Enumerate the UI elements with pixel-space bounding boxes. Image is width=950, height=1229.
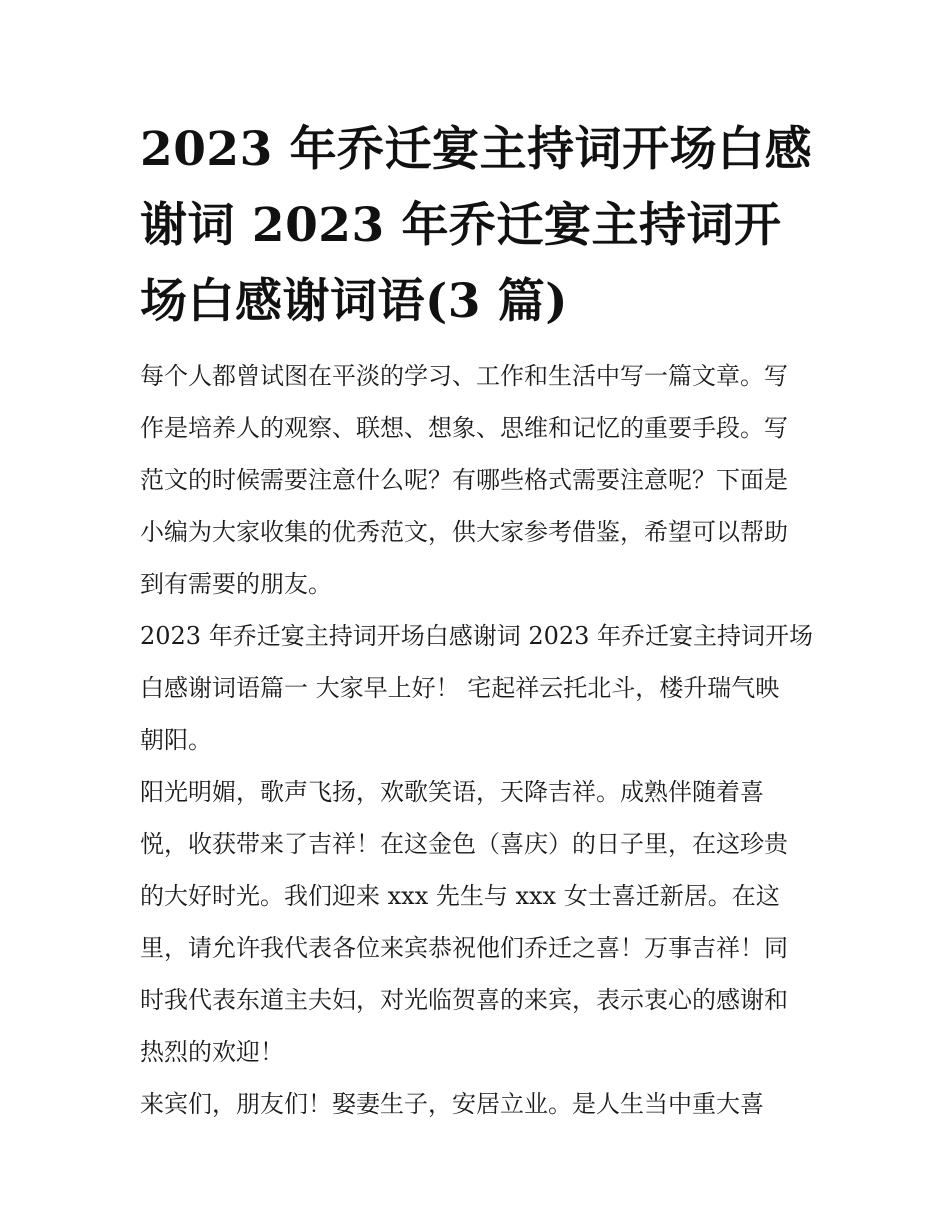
text-line: 悦，收获带来了吉祥！在这金色（喜庆）的日子里，在这珍贵 bbox=[140, 830, 788, 858]
text-line: 作是培养人的观察、联想、想象、思维和记忆的重要手段。写 bbox=[140, 414, 788, 442]
paragraph-welcome bbox=[140, 766, 812, 1078]
text-line: 2023 年乔迁宴主持词开场白感谢词 2023 年乔迁宴主持词开场 bbox=[140, 622, 814, 650]
text-line: 白感谢词语篇一 大家早上好！ 宅起祥云托北斗，楼升瑞气映 bbox=[140, 674, 780, 702]
text-line: 朝阳。 bbox=[140, 726, 212, 754]
text-line: 热烈的欢迎！ bbox=[140, 1038, 284, 1066]
text-line: 范文的时候需要注意什么呢？有哪些格式需要注意呢？下面是 bbox=[140, 466, 788, 494]
paragraph-guests bbox=[140, 1078, 812, 1130]
title-line: 2023 年乔迁宴主持词开场白感 bbox=[140, 122, 813, 177]
text-line: 每个人都曾试图在平淡的学习、工作和生活中写一篇文章。写 bbox=[140, 362, 788, 390]
text-line: 时我代表东道主夫妇，对光临贺喜的来宾，表示衷心的感谢和 bbox=[140, 986, 788, 1014]
document-body bbox=[140, 350, 812, 1130]
text-line: 小编为大家收集的优秀范文，供大家参考借鉴，希望可以帮助 bbox=[140, 518, 788, 546]
text-line: 阳光明媚，歌声飞扬，欢歌笑语，天降吉祥。成熟伴随着喜 bbox=[140, 778, 764, 806]
text-line: 到有需要的朋友。 bbox=[140, 570, 332, 598]
document-content bbox=[140, 112, 812, 1130]
title-line: 谢词 2023 年乔迁宴主持词开 bbox=[140, 198, 782, 253]
text-line: 来宾们，朋友们！娶妻生子，安居立业。是人生当中重大喜 bbox=[140, 1090, 764, 1118]
paragraph-intro bbox=[140, 350, 812, 610]
text-line: 的大好时光。我们迎来 xxx 先生与 xxx 女士喜迁新居。在这 bbox=[140, 882, 780, 910]
paragraph-section-one bbox=[140, 610, 812, 766]
document-title bbox=[140, 112, 812, 340]
text-line: 里，请允许我代表各位来宾恭祝他们乔迁之喜！万事吉祥！同 bbox=[140, 934, 788, 962]
title-line: 场白感谢词语(3 篇) bbox=[140, 274, 569, 329]
